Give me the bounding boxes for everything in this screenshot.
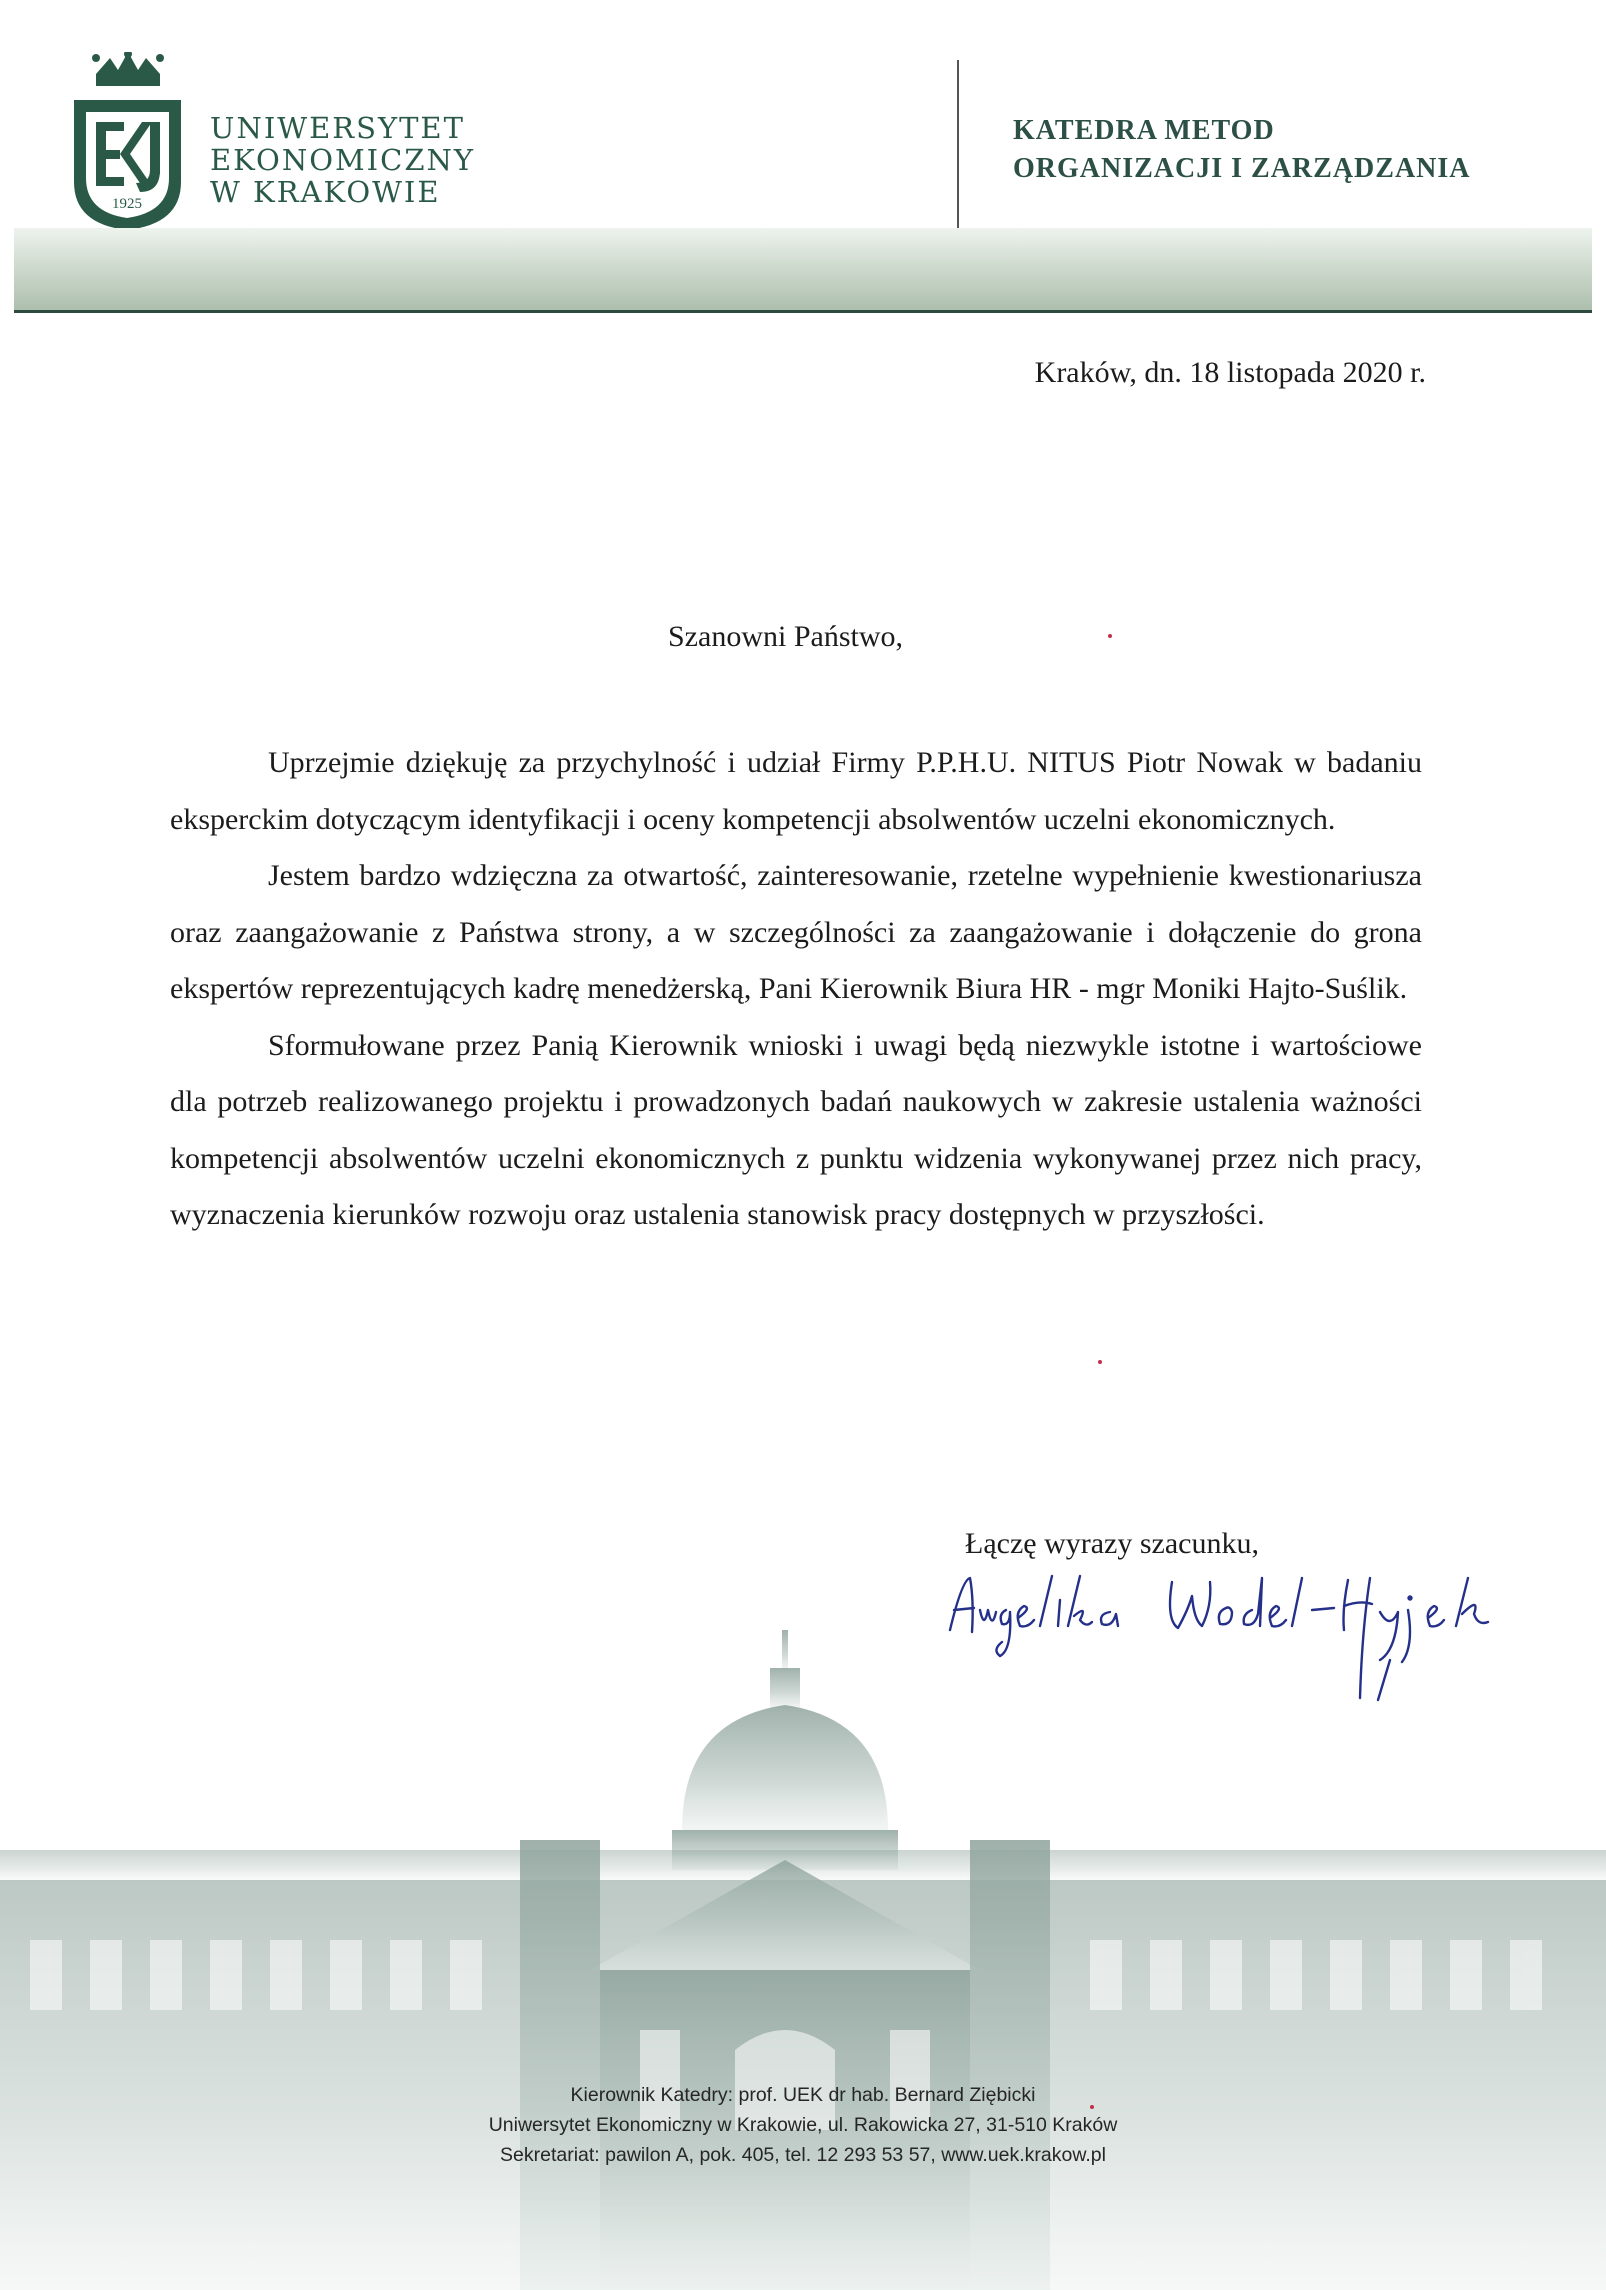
university-name-line: W KRAKOWIE — [210, 175, 441, 209]
department-name-line: KATEDRA METOD — [1013, 115, 1275, 146]
building-illustration — [0, 1610, 1606, 2290]
paragraph: Sformułowane przez Panią Kierownik wnioski i uwagi będą niezwykle istotne i wartościowe dla potrzeb realizowanego projektu i prowadzonych badań naukowych w zakresie ustalenia ważności kompetencji absolwentów uczelni ekonomicznych z punktu widzenia wykonywanej przez nich pracy, wyznaczenia kierunków rozwoju oraz ustalenia stanowisk pracy dostępnych w przyszłości. — [170, 1028, 1422, 1231]
department-name-line: ORGANIZACJI I ZARZĄDZANIA — [1013, 153, 1471, 184]
footer-line: Sekretariat: pawilon A, pok. 405, tel. 12 293 53 57, www.uek.krakow.pl — [500, 2144, 1106, 2166]
scan-speck — [1090, 2105, 1094, 2109]
scan-speck — [1108, 634, 1112, 638]
department-name — [1013, 112, 1471, 188]
university-name-line: UNIWERSYTET — [210, 111, 465, 145]
letter-footer — [0, 2080, 1606, 2170]
university-name-line: EKONOMICZNY — [210, 143, 475, 177]
logo-year: 1925 — [112, 196, 142, 212]
university-logo — [70, 52, 185, 232]
closing: Łączę wyrazy szacunku, — [965, 1527, 1259, 1560]
scan-speck — [1098, 1360, 1102, 1364]
footer-line: Kierownik Katedry: prof. UEK dr hab. Bernard Ziębicki — [570, 2084, 1036, 2106]
header-divider — [957, 60, 959, 238]
header-band-line — [14, 310, 1592, 313]
paragraph: Jestem bardzo wdzięczna za otwartość, zainteresowanie, rzetelne wypełnienie kwestionariusza oraz zaangażowanie z Państwa strony, a w szczególności za zaangażowanie i dołączenie do grona ekspertów reprezentujących kadrę menedżerską, Pani Kierownik Biura HR - mgr Moniki Hajto-Suślik. — [170, 859, 1422, 1005]
letter-body — [170, 735, 1422, 1244]
salutation: Szanowni Państwo, — [668, 620, 903, 653]
header-band — [14, 228, 1592, 310]
paragraph: Uprzejmie dziękuję za przychylność i udział Firmy P.P.H.U. NITUS Piotr Nowak w badaniu eksperckim dotyczącym identyfikacji i oceny kompetencji absolwentów uczelni ekonomicznych. — [170, 746, 1422, 836]
letter-date: Kraków, dn. 18 listopada 2020 r. — [1034, 356, 1426, 389]
university-name — [210, 112, 475, 208]
footer-line: Uniwersytet Ekonomiczny w Krakowie, ul. Rakowicka 27, 31-510 Kraków — [488, 2114, 1118, 2136]
